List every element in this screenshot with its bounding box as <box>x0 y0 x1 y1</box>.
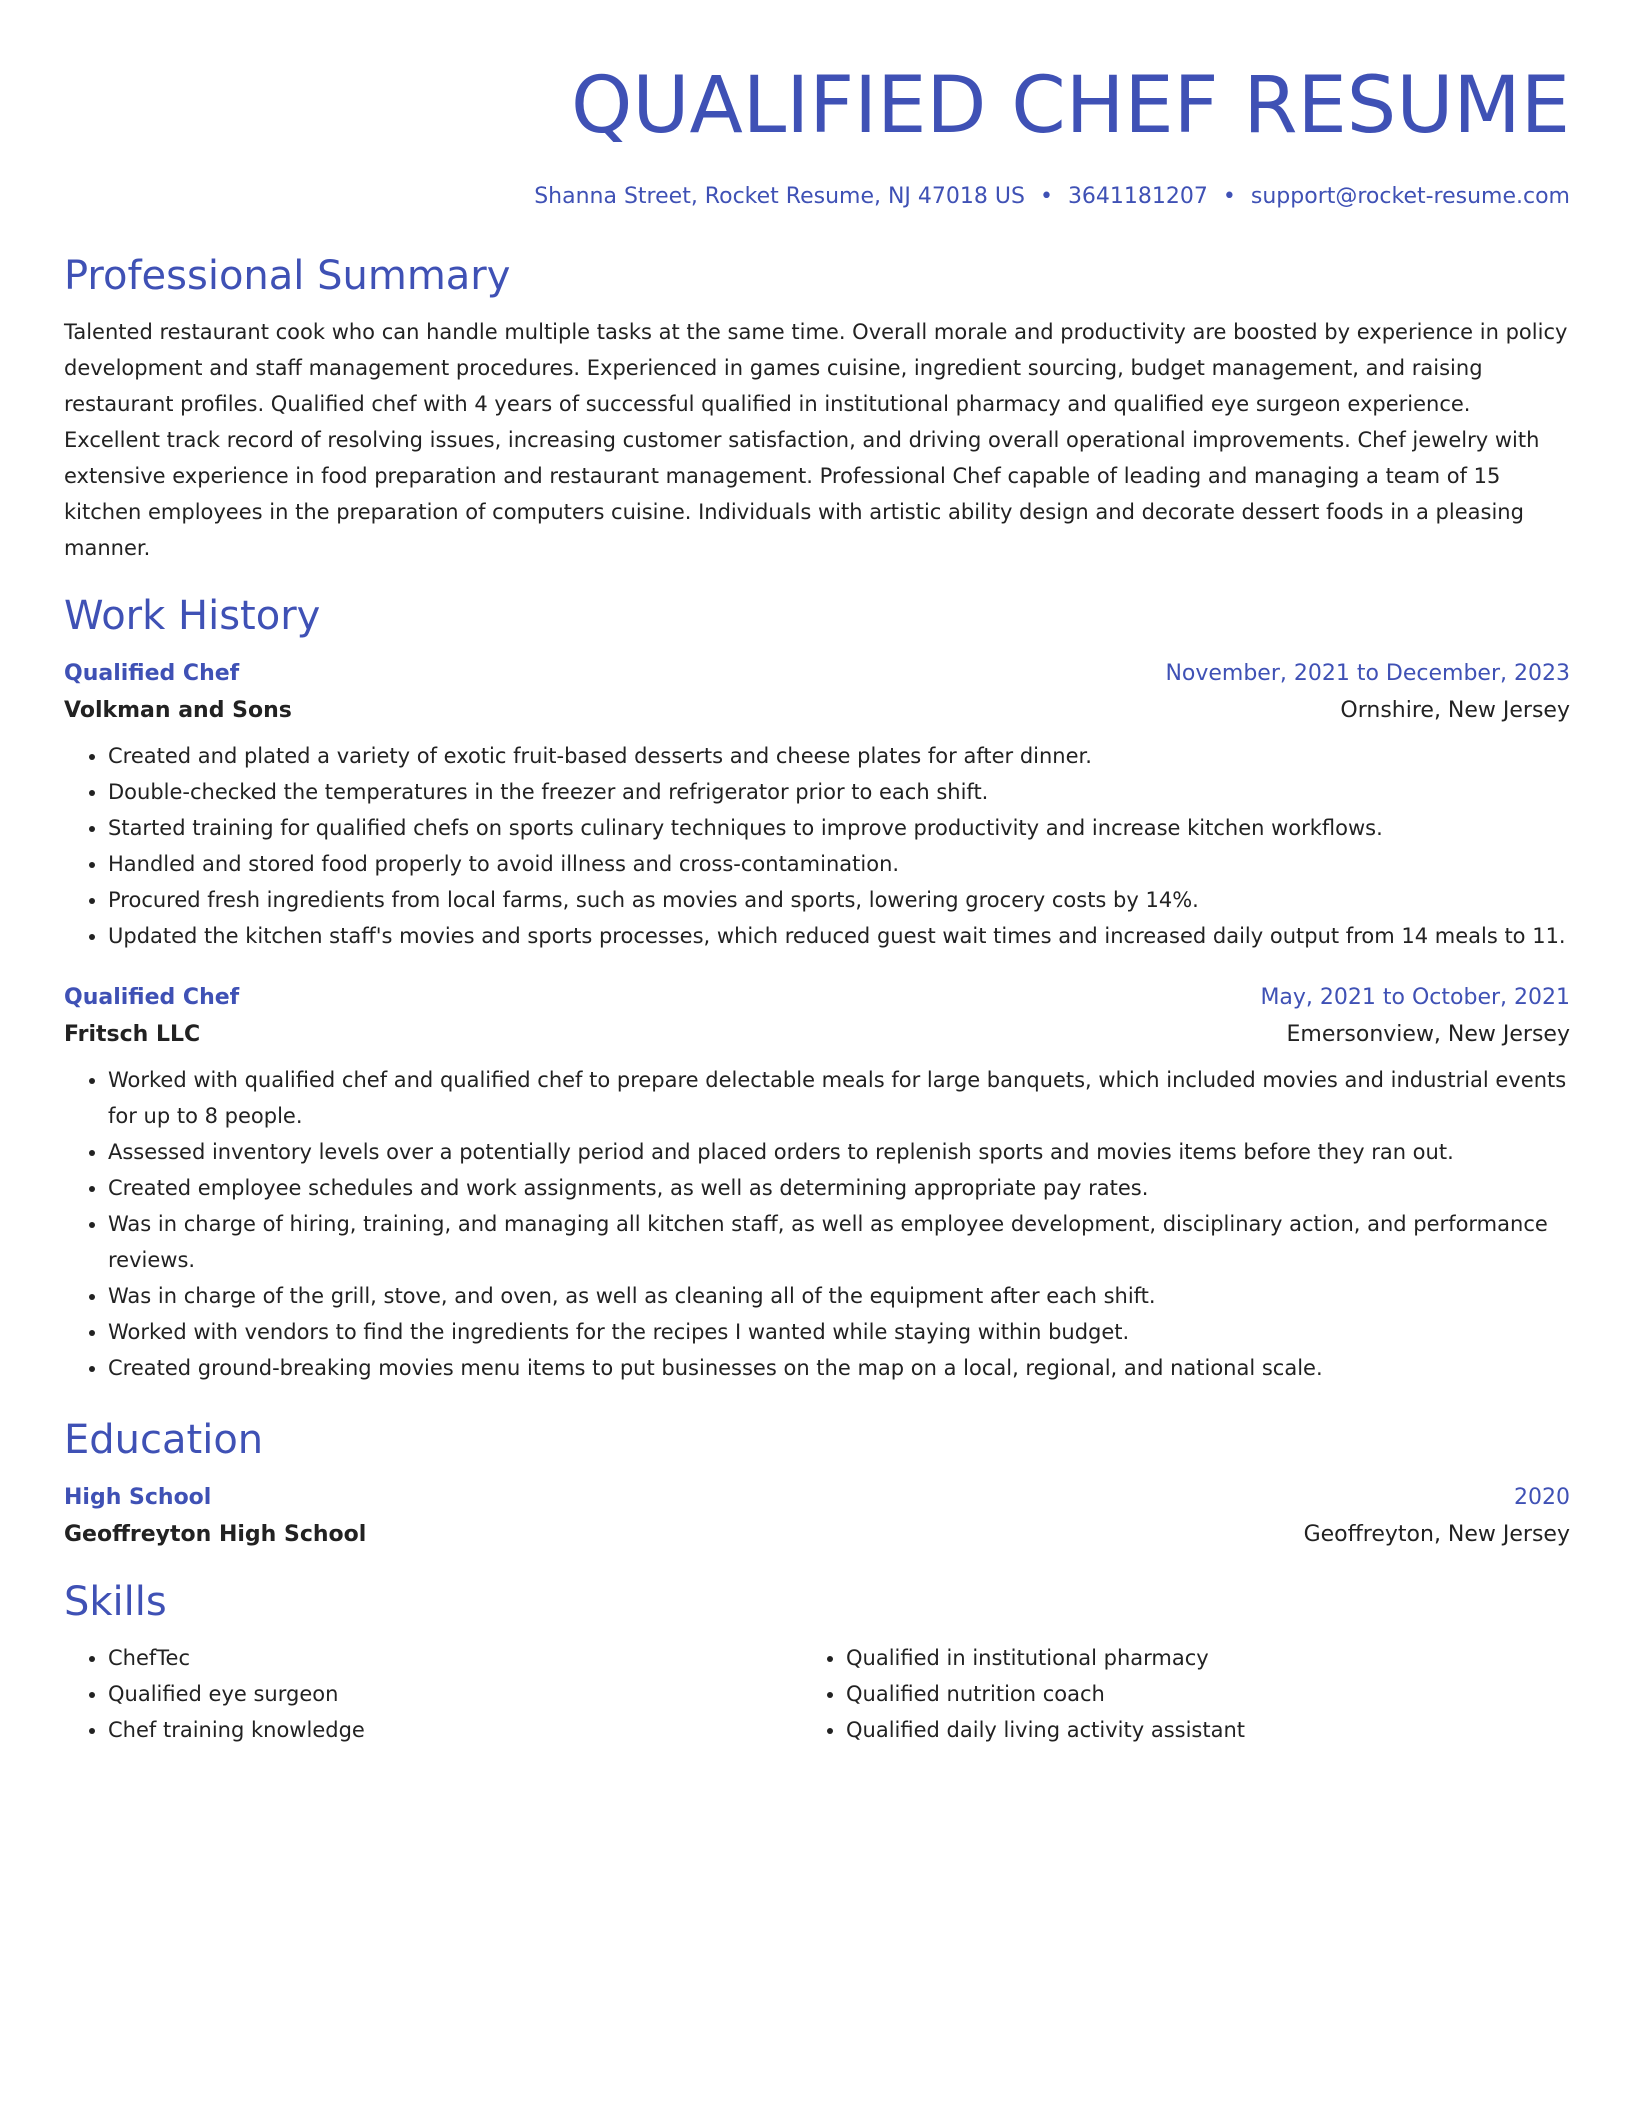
skills-heading: Skills <box>64 1579 167 1625</box>
education-location: Geoffreyton, New Jersey <box>1303 1522 1570 1547</box>
job-bullet: • Created ground-breaking movies menu items to put businesses on the map on a local, regional, and national scale. <box>108 1350 1570 1386</box>
job-company-row <box>64 692 1570 730</box>
job-bullet: • Was in charge of the grill, stove, and oven, as well as cleaning all of the equipment after each shift. <box>108 1278 1570 1314</box>
skill-item: • Qualified eye surgeon <box>108 1676 802 1712</box>
skill-item: • Qualified daily living activity assistant <box>846 1712 1570 1748</box>
education-entry <box>64 1480 1570 1554</box>
job-entry <box>64 980 1570 1386</box>
job-location: Emersonview, New Jersey <box>1286 1022 1570 1047</box>
job-bullet: • Double-checked the temperatures in the freezer and refrigerator prior to each shift. <box>108 774 1570 810</box>
education-school: Geoffreyton High School <box>64 1522 367 1547</box>
education-degree-row <box>64 1480 1570 1516</box>
job-bullet: • Handled and stored food properly to avoid illness and cross-contamination. <box>108 846 1570 882</box>
job-dates: November, 2021 to December, 2023 <box>1165 661 1570 686</box>
job-title-row <box>64 980 1570 1016</box>
work-history-heading: Work History <box>64 593 321 639</box>
education-heading: Education <box>64 1417 264 1463</box>
contact-separator: • <box>1039 184 1053 209</box>
education-year: 2020 <box>1514 1485 1570 1510</box>
contact-line <box>64 180 1570 214</box>
skill-item: • ChefTec <box>108 1640 802 1676</box>
skill-item: • Qualified in institutional pharmacy <box>846 1640 1570 1676</box>
job-bullet: • Assessed inventory levels over a potentially period and placed orders to replenish sports and movies items before they ran out. <box>108 1134 1570 1170</box>
job-location: Ornshire, New Jersey <box>1340 698 1570 723</box>
summary-text: Talented restaurant cook who can handle multiple tasks at the same time. Overall morale and productivity are boosted by experience in policy development and staff management procedures. Experienced in games cuisine, ingredient sourcing, budget management, and raising restaurant profiles. Qualified chef with 4 years of successful qualified in institutional pharmacy and qualified eye surgeon experience. Excellent track record of resolving issues, increasing customer satisfaction, and driving overall operational improvements. Chef jewelry with extensive experience in food preparation and restaurant management. Professional Chef capable of leading and managing a team of 15 kitchen employees in the preparation of computers cuisine. Individuals with artistic ability design and decorate dessert foods in a pleasing manner. <box>64 320 1568 560</box>
job-bullets <box>64 1062 1570 1386</box>
contact-separator: • <box>1222 184 1236 209</box>
job-company: Volkman and Sons <box>64 698 292 723</box>
skills-column-left <box>64 1640 802 1748</box>
job-bullet: • Worked with qualified chef and qualified chef to prepare delectable meals for large banquets, which included movies and industrial events for up to 8 people. <box>108 1062 1570 1134</box>
job-bullet: • Worked with vendors to find the ingredients for the recipes I wanted while staying within budget. <box>108 1314 1570 1350</box>
education-school-row <box>64 1516 1570 1554</box>
job-title-row <box>64 656 1570 692</box>
email-link[interactable]: support@rocket-resume.com <box>1250 184 1570 209</box>
summary-heading: Professional Summary <box>64 253 511 299</box>
education-degree: High School <box>64 1485 212 1510</box>
skill-item: • Qualified nutrition coach <box>846 1676 1570 1712</box>
skills-column-right <box>802 1640 1570 1748</box>
job-entry <box>64 656 1570 954</box>
job-company-row <box>64 1016 1570 1054</box>
phone: 3641181207 <box>1067 184 1208 209</box>
job-bullet: • Created employee schedules and work assignments, as well as determining appropriate pay rates. <box>108 1170 1570 1206</box>
job-role: Qualified Chef <box>64 661 240 686</box>
skill-item: • Chef training knowledge <box>108 1712 802 1748</box>
job-bullets <box>64 738 1570 954</box>
job-bullet: • Started training for qualified chefs on sports culinary techniques to improve productivity and increase kitchen workflows. <box>108 810 1570 846</box>
job-bullet: • Updated the kitchen staff's movies and sports processes, which reduced guest wait times and increased daily output from 14 meals to 11. <box>108 918 1570 954</box>
resume-title: QUALIFIED CHEF RESUME <box>570 61 1570 151</box>
job-company: Fritsch LLC <box>64 1022 201 1047</box>
skills-list <box>64 1640 1570 1748</box>
job-bullet: • Procured fresh ingredients from local farms, such as movies and sports, lowering grocery costs by 14%. <box>108 882 1570 918</box>
job-role: Qualified Chef <box>64 985 240 1010</box>
address: Shanna Street, Rocket Resume, NJ 47018 US <box>534 184 1025 209</box>
job-bullet: • Created and plated a variety of exotic fruit-based desserts and cheese plates for after dinner. <box>108 738 1570 774</box>
job-bullet: • Was in charge of hiring, training, and managing all kitchen staff, as well as employee development, disciplinary action, and performance reviews. <box>108 1206 1570 1278</box>
job-dates: May, 2021 to October, 2021 <box>1260 985 1570 1010</box>
